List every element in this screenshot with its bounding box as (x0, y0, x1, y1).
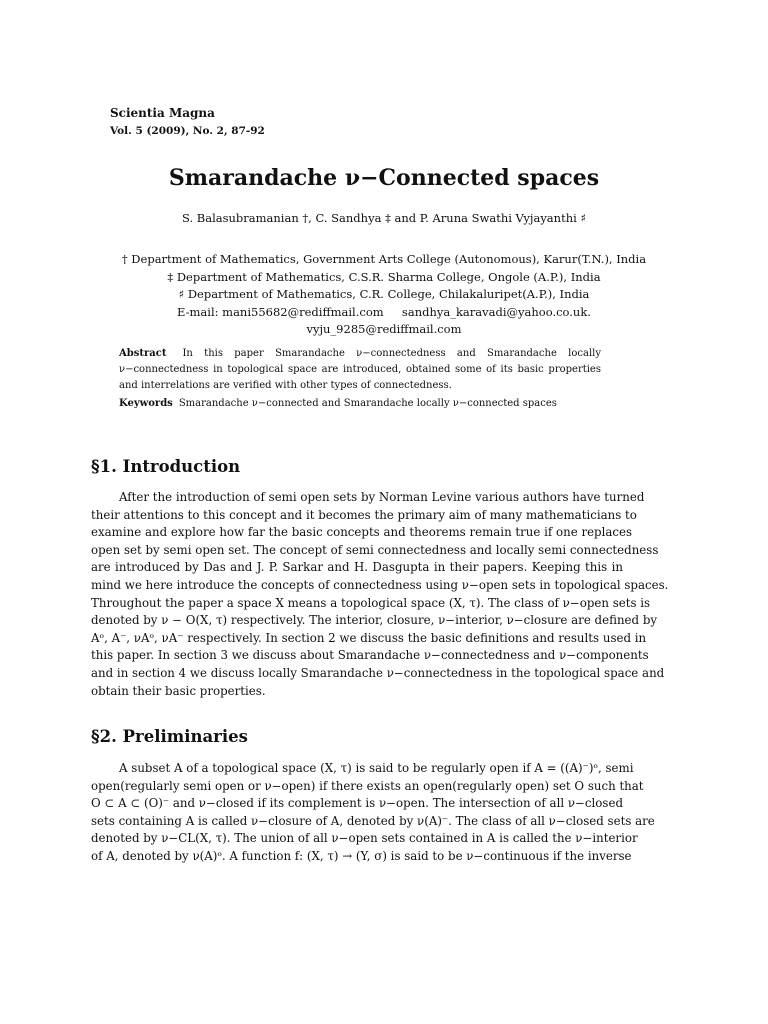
text-line: of A, denoted by ν(A)ᵒ. A function f: (X, τ) → (Y, σ) is said to be ν−continuous if the inverse (91, 848, 632, 863)
text-line: their attentions to this concept and it becomes the primary aim of many mathematicians to (91, 507, 637, 522)
abstract-label: Abstract (119, 348, 167, 359)
text-line: mind we here introduce the concepts of connectedness using ν−open sets in topological spaces. (91, 577, 669, 592)
abstract (119, 346, 601, 394)
text-line: obtain their basic properties. (91, 683, 266, 698)
email-line: E-mail: mani55682@rediffmail.com sandhya_karavadi@yahoo.co.uk. (177, 304, 591, 319)
keywords (119, 398, 609, 409)
text-line: open(regularly semi open or ν−open) if there exists an open(regularly open) set O such that (91, 778, 644, 793)
text-line: open set by semi open set. The concept of semi connectedness and locally semi connectedness (91, 542, 659, 557)
text-line: O ⊂ A ⊂ (O)⁻ and ν−closed if its complement is ν−open. The intersection of all ν−closed (91, 796, 623, 811)
paper-title: Smarandache ν−Connected spaces (168, 165, 600, 191)
section-heading-preliminaries: §2. Preliminaries (91, 727, 248, 746)
keywords-text: Smarandache ν−connected and Smarandache locally ν−connected spaces (178, 398, 557, 409)
journal-volume: Vol. 5 (2009), No. 2, 87-92 (110, 125, 265, 137)
section-heading-introduction: §1. Introduction (91, 457, 241, 476)
keywords-label: Keywords (119, 398, 173, 409)
journal-name: Scientia Magna (110, 106, 215, 120)
text-line: examine and explore how far the basic concepts and theorems remain true if one replaces (91, 525, 633, 540)
email-line: vyju_9285@rediffmail.com (306, 322, 462, 336)
text-line: After the introduction of semi open sets by Norman Levine various authors have turned (119, 490, 645, 504)
affiliation-line: † Department of Mathematics, Government Arts College (Autonomous), Karur(T.N.), India (121, 252, 647, 266)
text-line: denoted by ν−CL(X, τ). The union of all ν−open sets contained in A is called the ν−interior (91, 831, 638, 846)
preliminaries-paragraph (91, 760, 655, 866)
paper-authors: S. Balasubramanian †, C. Sandhya ‡ and P. Aruna Swathi Vyjayanthi ♯ (182, 211, 586, 225)
introduction-paragraph (91, 489, 669, 700)
text-line: sets containing A is called ν−closure of A, denoted by ν(A)⁻. The class of all ν−closed sets are (91, 813, 655, 828)
text-line: Throughout the paper a space X means a topological space (X, τ). The class of ν−open sets is (91, 595, 651, 610)
text-line: A subset A of a topological space (X, τ) is said to be regularly open if A = ((A)⁻)ᵒ, semi (119, 761, 634, 775)
affiliation-line: ♯ Department of Mathematics, C.R. College, Chilakaluripet(A.P.), India (178, 287, 590, 301)
text-line: this paper. In section 3 we discuss about Smarandache ν−connectedness and ν−components (91, 648, 649, 663)
text-line: and in section 4 we discuss locally Smarandache ν−connectedness in the topological space and (91, 665, 665, 680)
affiliation-line: ‡ Department of Mathematics, C.S.R. Sharma College, Ongole (A.P.), India (167, 269, 601, 284)
text-line: Aᵒ, A⁻, νAᵒ, νA⁻ respectively. In section 2 we discuss the basic definitions and results used in (91, 630, 647, 645)
text-line: denoted by ν − O(X, τ) respectively. The interior, closure, ν−interior, ν−closure are defined by (91, 613, 658, 628)
text-line: are introduced by Das and J. P. Sarkar and H. Dasgupta in their papers. Keeping this in (91, 560, 623, 575)
affiliations (0, 251, 768, 339)
abstract-text: In this paper Smarandache ν−connectedness and Smarandache locally ν−connectedness in topological space are introduced, obtained some of its basic properties and interrelations are verified with other types of connectedness. (119, 348, 601, 391)
